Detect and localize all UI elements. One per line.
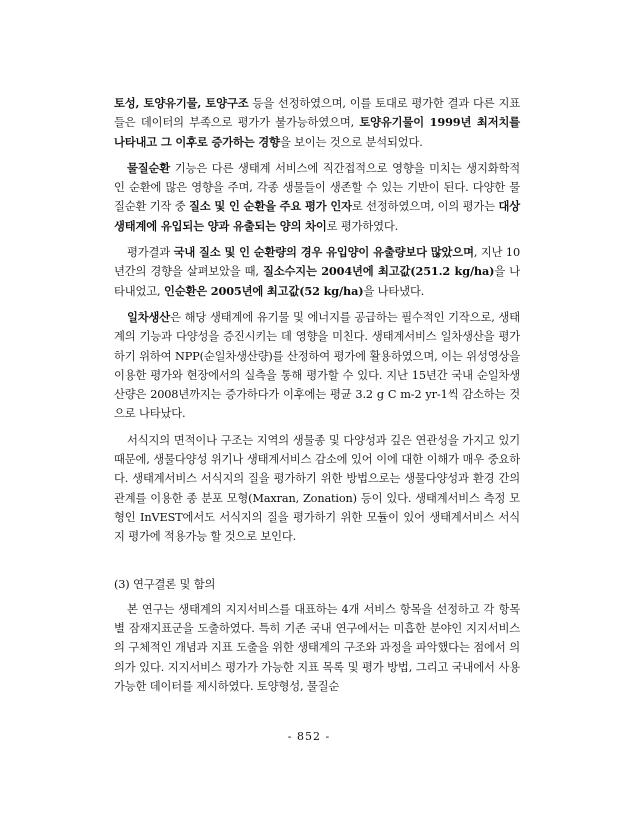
text-run: 등을 선정하였으며, 이를 토대로 평가한 결과 다른 지표들은 데이터의 부족으로 평가가 불가능하였으며, [114,97,520,130]
text-run: 기능은 다른 생태계 서비스에 직간접적으로 영향을 미치는 생지화학적인 순환에 많은 영향을 주며, 각종 생물들이 생존할 수 있는 기반이 된다. 다양한 물질순환 기작 중 [114,161,520,214]
paragraph [114,308,520,424]
text-run: , 지난 10년간의 경향을 살펴보았을 때, [114,246,520,279]
bold-text: 질소 및 인 순환을 주요 평가 인자 [189,199,352,214]
bold-text: 질소수지는 2004년에 최고값(251.2 kg/ha) [262,264,495,279]
paragraph [114,243,520,301]
text-run: 을 나타냈다. [363,284,425,298]
bold-text: 국내 질소 및 인 순환량의 경우 유입양이 유출량보다 많았으며 [173,245,474,260]
text-run: 은 해당 생태계에 유기물 및 에너지를 공급하는 필수적인 기작으로, 생태계의 기능과 다양성을 증진시키는 데 영향을 미친다. 생태계서비스 일차생산을 평가하기 위하여 NPP(순일차생산량)를 산정하여 평가에 활용하였으며, 이는 위성영상을 이용한 평가와 현장에서의 실측을 통해 평가할 수 있다. 지난 15년간 국내 순일차생산량은 2008년까지는 증가하다가 이후에는 평균 3.2 g C m-2 yr-1씩 감소하는 것으로 나타났다. [114,310,520,421]
paragraph [114,159,520,236]
bold-text: 대상 생태계에 유입되는 양과 유출되는 양의 차이 [114,199,520,233]
text-run: 평가결과 [127,246,174,260]
bold-text: 인순환은 2005년에 최고값(52 kg/ha) [163,283,364,298]
text-run: 로 선정하였으며, 이의 평가는 [351,200,499,214]
text-run: 을 보이는 것으로 분석되었다. [279,135,423,149]
bold-text: 일차생산 [127,309,171,324]
page-number: - 852 - [287,730,331,743]
paragraph [114,431,520,547]
body-text [114,94,520,703]
text-run: 로 평가하였다. [326,219,399,233]
text-run: 서식지의 면적이나 구조는 지역의 생물종 및 다양성과 깊은 연관성을 가지고 있기 때문에, 생물다양성 위기나 생태계서비스 감소에 있어 이에 대한 이해가 매우 중요하다. 생태계서비스 서식지의 질을 평가하기 위한 방법으로는 생물다양성과 환경 간의 관계를 이용한 종 분포 모형(Maxran, Zonation) 등이 있다. 생태계서비스 측정 모형인 InVEST에서도 서식지의 질을 평가하기 위한 모듈이 있어 생태계서비스 서식지 평가에 적용가능 할 것으로 보인다. [114,433,520,544]
text-run: 을 나타내었고, [114,265,520,298]
section-heading: (3) 연구결론 및 함의 [114,577,216,591]
bold-text: 물질순환 [127,160,171,175]
bold-text: 토양유기물이 1999년 최저치를 나타내고 그 이후로 증가하는 경향 [114,115,520,149]
bold-text: 토성, 토양유기물, 토양구조 [114,96,249,110]
paragraph [114,94,520,152]
conclusion-paragraph: 본 연구는 생태계의 지지서비스를 대표하는 4개 서비스 항목을 선정하고 각 항목별 잠재지표군을 도출하였다. 특히 기존 국내 연구에서는 미흡한 분야인 지지서비스의 구체적인 개념과 지표 도출을 위한 생태계의 구조와 과정을 파악했다는 점에서 의의가 있다. 지지서비스 평가가 가능한 지표 목록 및 평가 방법, 그리고 국내에서 사용 가능한 데이터를 제시하였다. 토양형성, 물질순 [114,602,520,694]
paragraph-list [114,94,520,547]
